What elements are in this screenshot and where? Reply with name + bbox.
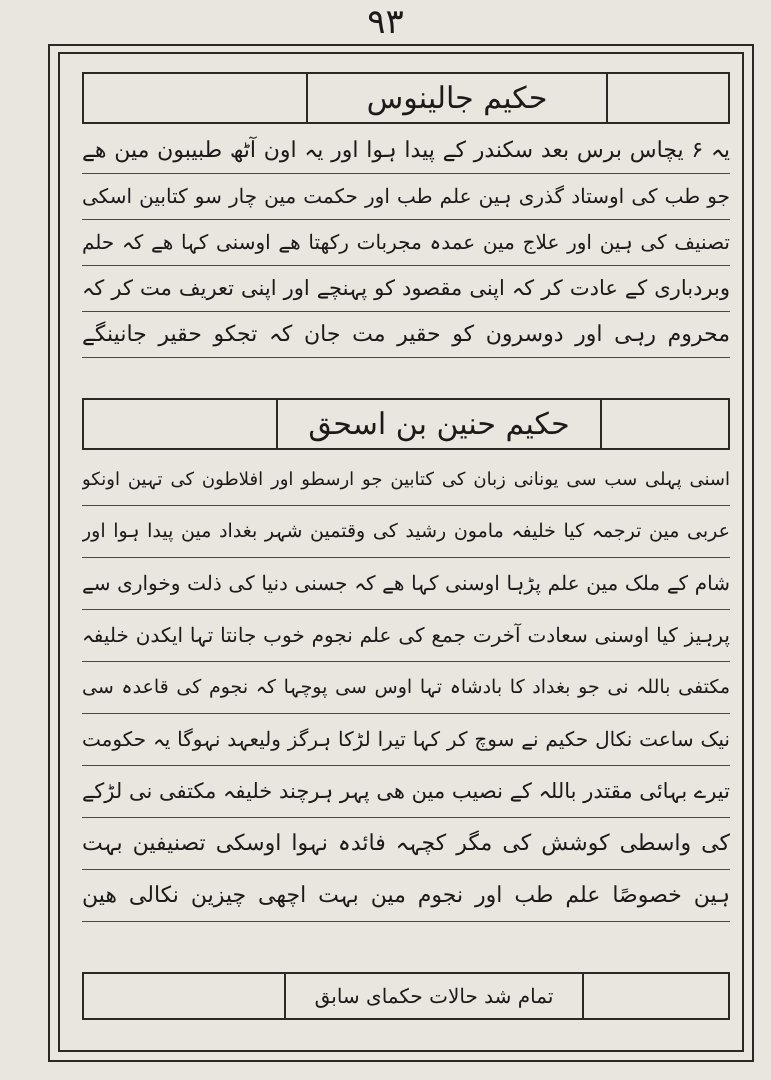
heading-band-hunayn [82,398,730,450]
footer-band [82,972,730,1020]
text-line: اسنی پہلی سب سی یونانی زبان کی کتابین جو ارسطو اور افلاطون کی تہین اونکو [82,454,730,506]
text-line: پرہیز کیا اوسنی سعادت آخرت جمع کی علم نجوم خوب جانتا تہا ایکدن خلیفہ [82,610,730,662]
section-heading-hunayn: حکیم حنین بن اسحق [276,398,602,450]
text-line: جو طب کی اوستاد گذری ہین علم طب اور حکمت مین چار سو کتابین اسکی [82,174,730,220]
paragraph-galen [82,128,730,358]
text-line: وبردباری کے عادت کر کہ اپنی مقصود کو پہنچے اور اپنی تعریف مت کر کہ [82,266,730,312]
text-line: یہ ۶ یچاس برس بعد سکندر کے پیدا ہوا اور یہ اون آٹھ طبیبون مین ھے [82,128,730,174]
text-line: تیرے بہائی مقتدر باللہ کے نصیب مین ھی پہر ہرچند خلیفہ مکتفی نی لڑکے [82,766,730,818]
text-line: مکتفی باللہ نی جو بغداد کا بادشاہ تہا اوس سی پوچہا کہ نجوم کی قاعدہ سی [82,662,730,714]
text-line: کی واسطی کوشش کی مگر کچہہ فائدہ نہوا اوسکی تصنیفین بہت [82,818,730,870]
footer-colophon: تمام شد حالات حکمای سابق [284,972,584,1020]
page-number: ۹۳ [367,2,404,42]
section-heading-galen: حکیم جالینوس [306,72,608,124]
text-line: تصنیف کی ہین اور علاج مین عمدہ مجربات رکھتا ھے اوسنی کہا ھے کہ حلم [82,220,730,266]
text-line: نیک ساعت نکال حکیم نے سوچ کر کہا تیرا لڑکا ہرگز ولیعہد نہوگا یہ حکومت [82,714,730,766]
paragraph-hunayn [82,454,730,922]
text-line: عربی مین ترجمہ کیا خلیفہ مامون رشید کی وقتمین شہر بغداد مین پیدا ہوا اور [82,506,730,558]
text-line: ہین خصوصًا علم طب اور نجوم مین بہت اچھی چیزین نکالی ھین [82,870,730,922]
heading-band-galen [82,72,730,124]
text-line: شام کے ملک مین علم پڑہا اوسنی کہا ھے کہ جسنی دنیا کی ذلت وخواری سے [82,558,730,610]
text-line: محروم رہی اور دوسرون کو حقیر مت جان کہ تجکو حقیر جانینگے [82,312,730,358]
